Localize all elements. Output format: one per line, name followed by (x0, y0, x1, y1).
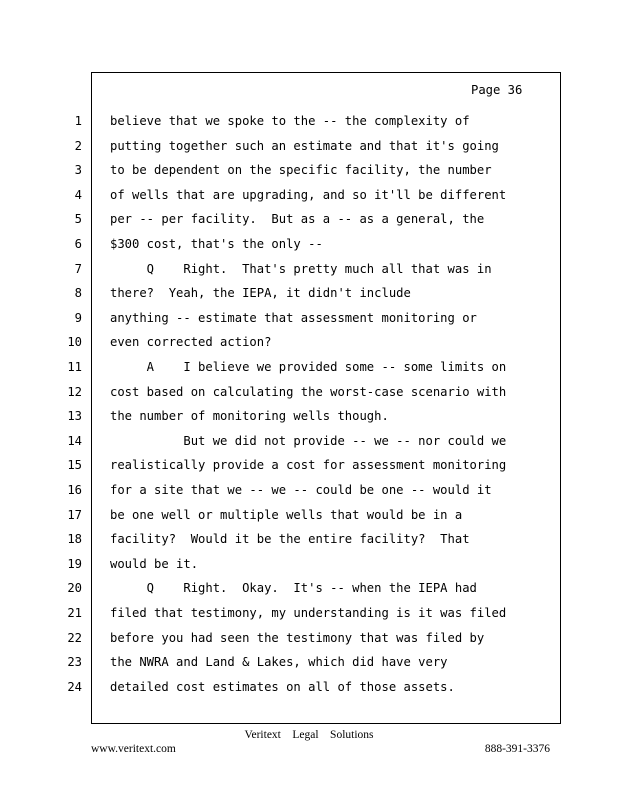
line-number: 16 (67, 483, 82, 497)
line-text: Q Right. That's pretty much all that was in (110, 262, 492, 276)
line-text: of wells that are upgrading, and so it'll be different (110, 188, 507, 202)
line-number: 15 (67, 458, 82, 472)
line-number: 4 (74, 188, 82, 202)
footer-website: www.veritext.com (91, 743, 176, 755)
footer-company: Veritext Legal Solutions (244, 729, 374, 741)
line-text: $300 cost, that's the only -- (110, 237, 323, 251)
line-number: 11 (67, 360, 82, 374)
line-text: filed that testimony, my understanding is it was filed (110, 606, 507, 620)
line-number: 21 (67, 606, 82, 620)
line-text: per -- per facility. But as a -- as a general, the (110, 212, 485, 226)
line-text: to be dependent on the specific facility, the number (110, 163, 492, 177)
line-number: 7 (74, 262, 82, 276)
line-number: 2 (74, 139, 82, 153)
line-number: 9 (74, 311, 82, 325)
line-number: 10 (67, 335, 82, 349)
line-text: realistically provide a cost for assessment monitoring (110, 458, 507, 472)
line-number: 17 (67, 508, 82, 522)
line-text: A I believe we provided some -- some limits on (110, 360, 507, 374)
line-text: be one well or multiple wells that would be in a (110, 508, 463, 522)
line-text: anything -- estimate that assessment monitoring or (110, 311, 477, 325)
line-text: there? Yeah, the IEPA, it didn't include (110, 286, 411, 300)
line-text: But we did not provide -- we -- nor could we (110, 434, 507, 448)
line-text: before you had seen the testimony that was filed by (110, 631, 485, 645)
line-text: detailed cost estimates on all of those assets. (110, 680, 455, 694)
line-text: facility? Would it be the entire facility? That (110, 532, 470, 546)
line-text: would be it. (110, 557, 199, 571)
line-text: Q Right. Okay. It's -- when the IEPA had (110, 581, 477, 595)
line-number: 20 (67, 581, 82, 595)
line-number: 19 (67, 557, 82, 571)
line-number: 3 (74, 163, 82, 177)
line-text: cost based on calculating the worst-case scenario with (110, 385, 507, 399)
line-number: 23 (67, 655, 82, 669)
line-text: the NWRA and Land & Lakes, which did have very (110, 655, 448, 669)
line-number: 14 (67, 434, 82, 448)
line-number: 12 (67, 385, 82, 399)
line-number: 24 (67, 680, 82, 694)
page-number: Page 36 (471, 83, 523, 97)
line-text: putting together such an estimate and that it's going (110, 139, 499, 153)
line-number: 18 (67, 532, 82, 546)
line-number: 22 (67, 631, 82, 645)
footer-phone: 888-391-3376 (484, 743, 550, 755)
line-number: 6 (74, 237, 82, 251)
line-number: 5 (74, 212, 82, 226)
line-text: for a site that we -- we -- could be one -- would it (110, 483, 492, 497)
line-number: 1 (74, 114, 82, 128)
line-text: the number of monitoring wells though. (110, 409, 389, 423)
line-number: 13 (67, 409, 82, 423)
line-text: even corrected action? (110, 335, 272, 349)
line-number: 8 (74, 286, 82, 300)
line-text: believe that we spoke to the -- the complexity of (110, 114, 470, 128)
